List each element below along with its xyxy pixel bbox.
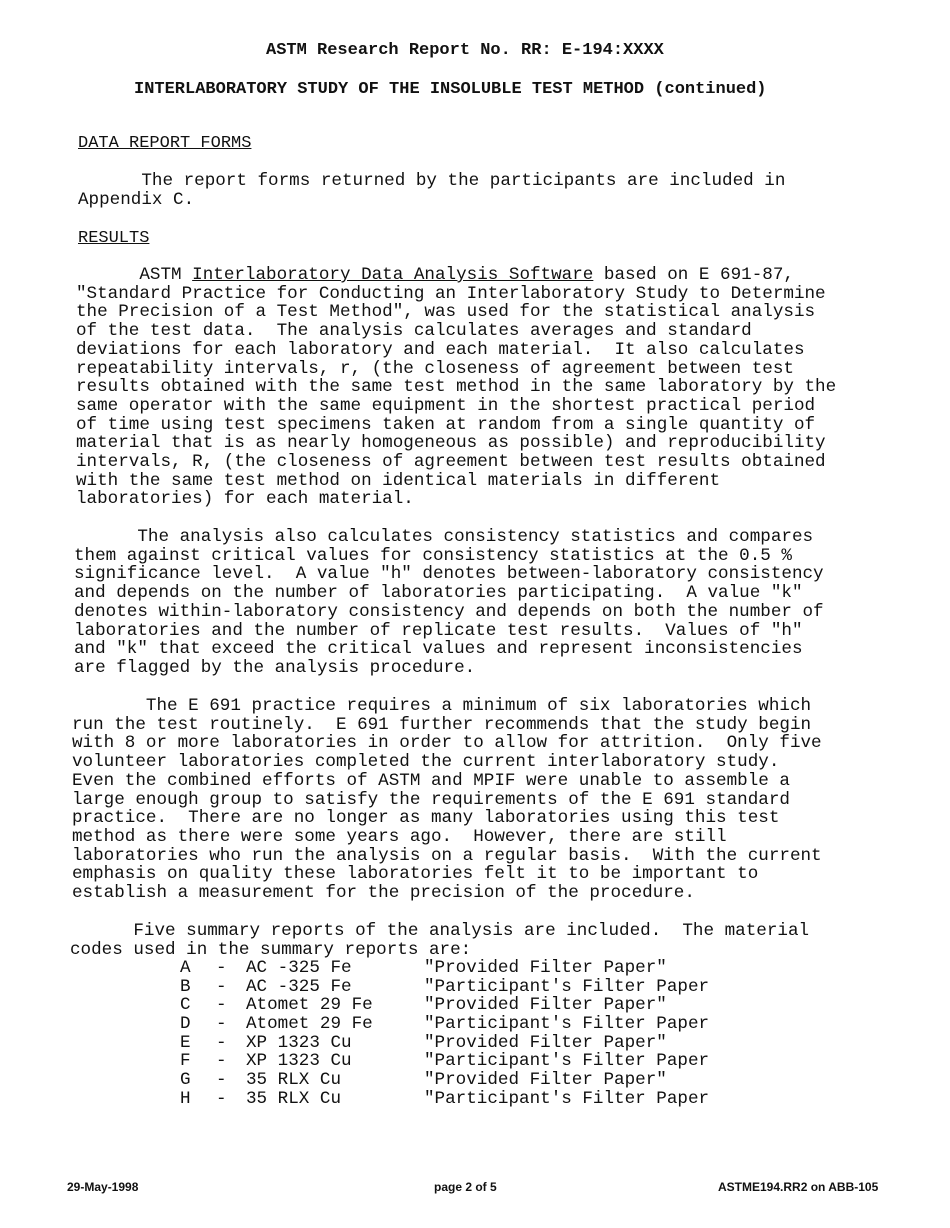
code-dash: - bbox=[216, 976, 227, 997]
code-letter: D bbox=[180, 1014, 191, 1035]
code-description: "Participant's Filter Paper bbox=[424, 1051, 710, 1072]
paragraph-results-1 bbox=[76, 266, 836, 509]
paragraph-results-3: The E 691 practice requires a minimum of six laboratories which run the test routinely. E 691 further recommends that the study begin with 8 or more laboratories in order to allow for attrition. Only five volunteer laboratories completed the current interlaboratory study. Even the combined efforts of ASTM and MPIF were unable to assemble a large enough group to satisfy the requirements of the E 691 standard practice. There are no longer as many laboratories using this test method as there were some years ago. However, there are still laboratories who run the analysis on a regular basis. With the current emphasis on quality these laboratories felt it to be important to establish a measurement for the precision of the procedure. bbox=[72, 696, 822, 904]
code-letter: F bbox=[180, 1051, 191, 1072]
code-letter: E bbox=[180, 1032, 191, 1053]
code-description: "Provided Filter Paper" bbox=[424, 995, 667, 1016]
results-para1-rest: based on E 691-87, "Standard Practice for Conducting an Interlaboratory Study to Determine the Precision of a Test Method", was used for the statistical analysis of the test data. The analysis calculates averages and standard deviations for each laboratory and each material. It also calculates repeatability intervals, r, (the closeness of agreement between test results obtained with the same test method in the same laboratory by the same operator with the same equipment in the shortest practical period of time using test specimens taken at random from a single quantity of material that is as nearly homogeneous as possible) and reproducibility intervals, R, (the closeness of agreement between test results obtained with the same test method on identical materials in different laboratories) for each material. bbox=[76, 265, 837, 510]
code-description: "Participant's Filter Paper bbox=[424, 1088, 710, 1109]
code-material: XP 1323 Cu bbox=[246, 1051, 352, 1072]
code-letter: G bbox=[180, 1070, 191, 1091]
code-letter: C bbox=[180, 995, 191, 1016]
code-dash: - bbox=[216, 1051, 227, 1072]
results-para1-start: ASTM bbox=[76, 265, 193, 285]
code-material: Atomet 29 Fe bbox=[246, 995, 373, 1016]
code-dash: - bbox=[216, 1032, 227, 1053]
code-letter: A bbox=[180, 958, 191, 978]
code-material: 35 RLX Cu bbox=[246, 1088, 342, 1109]
code-dash: - bbox=[216, 995, 227, 1016]
code-material: Atomet 29 Fe bbox=[246, 1014, 373, 1035]
code-description: "Provided Filter Paper" bbox=[424, 958, 667, 978]
code-letter: H bbox=[180, 1088, 191, 1109]
code-dash: - bbox=[216, 1014, 227, 1035]
software-name-underlined: Interlaboratory Data Analysis Software bbox=[192, 265, 594, 285]
code-description: "Provided Filter Paper" bbox=[424, 1032, 667, 1053]
code-description: "Participant's Filter Paper bbox=[424, 1014, 710, 1035]
report-title: ASTM Research Report No. RR: E-194:XXXX bbox=[266, 41, 664, 60]
paragraph-results-4: Five summary reports of the analysis are included. The material codes used in the summary reports are: bbox=[70, 921, 810, 960]
code-description: "Participant's Filter Paper bbox=[424, 976, 710, 997]
footer-file-name: ASTME194.RR2 on ABB-105 bbox=[718, 1180, 879, 1194]
code-material: AC -325 Fe bbox=[246, 976, 352, 997]
paragraph-data-report-forms: The report forms returned by the participants are included in Appendix C. bbox=[78, 171, 786, 210]
code-material: 35 RLX Cu bbox=[246, 1070, 342, 1091]
code-letter: B bbox=[180, 976, 191, 997]
report-subtitle: INTERLABORATORY STUDY OF THE INSOLUBLE TEST METHOD (continued) bbox=[134, 80, 767, 99]
code-dash: - bbox=[216, 958, 227, 978]
code-material: XP 1323 Cu bbox=[246, 1032, 352, 1053]
code-dash: - bbox=[216, 1088, 227, 1109]
code-description: "Provided Filter Paper" bbox=[424, 1070, 667, 1091]
paragraph-results-2: The analysis also calculates consistency statistics and compares them against critical values for consistency statistics at the 0.5 % significance level. A value "h" denotes between-laboratory consistency and depends on the number of laboratories participating. A value "k" denotes within-laboratory consistency and depends on both the number of laboratories and the number of replicate test results. Values of "h" and "k" that exceed the critical values and represent inconsistencies are flagged by the analysis procedure. bbox=[74, 527, 824, 678]
footer-date: 29-May-1998 bbox=[67, 1180, 139, 1194]
footer-page-number: page 2 of 5 bbox=[434, 1180, 497, 1194]
section-heading-results: RESULTS bbox=[78, 229, 150, 248]
section-heading-data-report-forms: DATA REPORT FORMS bbox=[78, 134, 252, 153]
code-material: AC -325 Fe bbox=[246, 958, 352, 978]
code-dash: - bbox=[216, 1070, 227, 1091]
